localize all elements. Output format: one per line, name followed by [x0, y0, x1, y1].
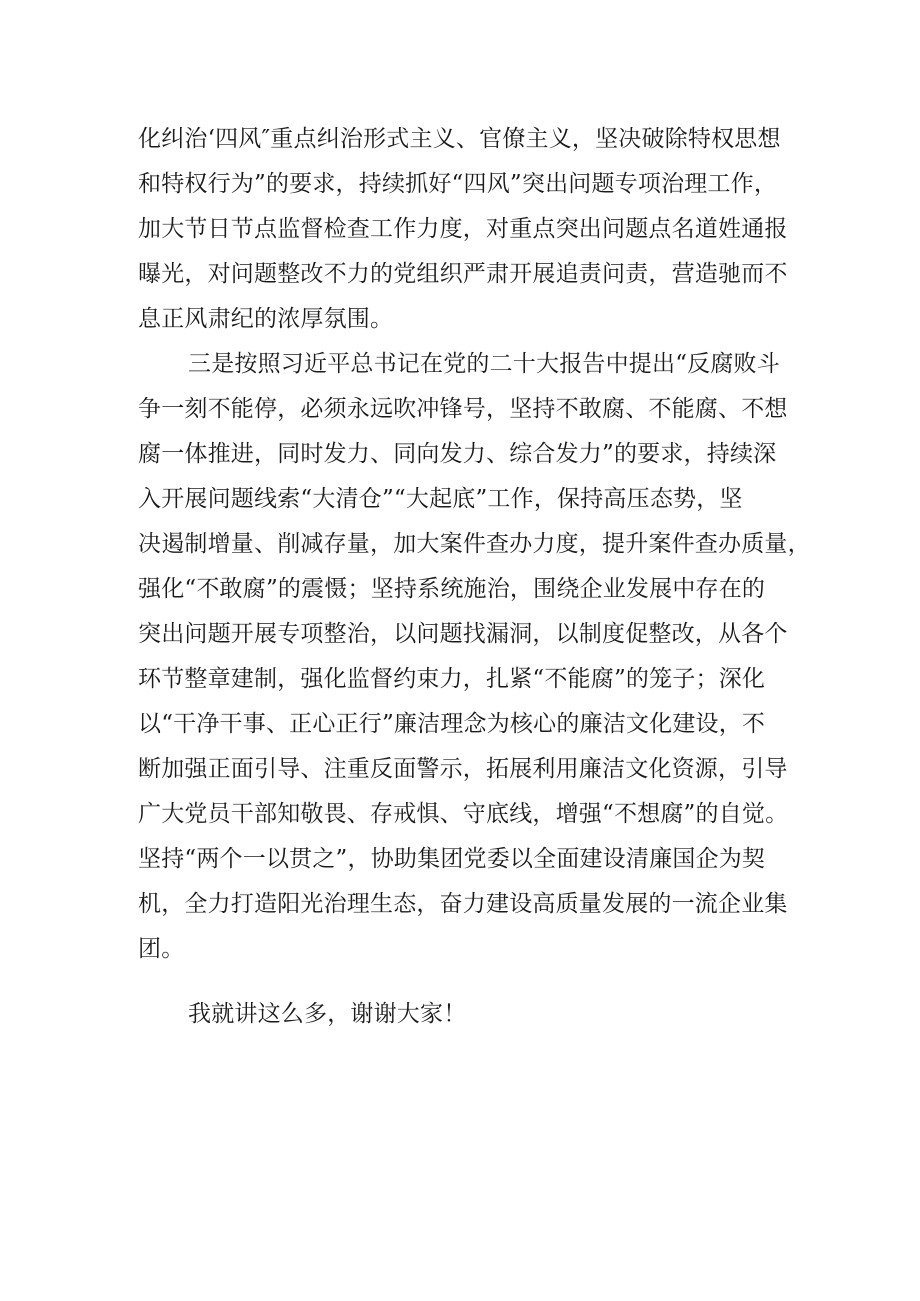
text-line: 入开展问题线索“大清仓”“大起底”工作，保持高压态势，坚 [138, 486, 743, 512]
text-line: 环节整章建制，强化监督约束力，扎紧“不能腐”的笼子；深化 [138, 666, 766, 692]
text-line: 争一刻不能停，必须永远吹冲锋号，坚持不敢腐、不能腐、不想 [138, 396, 788, 422]
text-line: 断加强正面引导、注重反面警示，拓展利用廉洁文化资源，引导 [138, 756, 788, 782]
text-line: 曝光，对问题整改不力的党组织严肃开展追责问责，营造驰而不 [138, 261, 788, 287]
text-line: 化纠治‘四风″重点纠治形式主义、官僚主义，坚决破除特权思想 [138, 126, 781, 152]
document-body [138, 117, 811, 1037]
text-line: 和特权行为”的要求，持续抓好“四风”突出问题专项治理工作， [138, 171, 778, 197]
text-line: 加大节日节点监督检查工作力度，对重点突出问题点名道姓通报 [138, 216, 788, 242]
text-line: 团。 [138, 936, 185, 962]
text-line: 突出问题开展专项整治，以问题找漏洞，以制度促整改，从各个 [138, 621, 788, 647]
text-line: 机，全力打造阳光治理生态，奋力建设高质量发展的一流企业集 [138, 891, 788, 917]
paragraph-gap [138, 972, 798, 992]
text-line: 腐一体推进，同时发力、同向发力、综合发力”的要求，持续深 [138, 441, 777, 467]
text-line: 广大党员干部知敬畏、存戒惧、守底线，增强“不想腐”的自觉。 [138, 801, 789, 827]
text-line: 决遏制增量、削减存量，加大案件查办力度，提升案件查办质量， [138, 531, 811, 557]
text-line: 以“干净干事、正心正行”廉洁理念为核心的廉洁文化建设，不 [138, 711, 766, 737]
text-line: 息正风肃纪的浓厚氛围。 [138, 306, 394, 332]
text-line: 坚持“两个一以贯之”，协助集团党委以全面建设清廉国企为契 [138, 846, 766, 872]
closing-line: 我就讲这么多，谢谢大家！ [188, 1001, 467, 1027]
text-line: 强化“不敢腐”的震慑；坚持系统施治，围绕企业发展中存在的 [138, 576, 766, 602]
paragraph-start-line: 三是按照习近平总书记在党的二十大报告中提出“反腐败斗 [188, 351, 780, 377]
